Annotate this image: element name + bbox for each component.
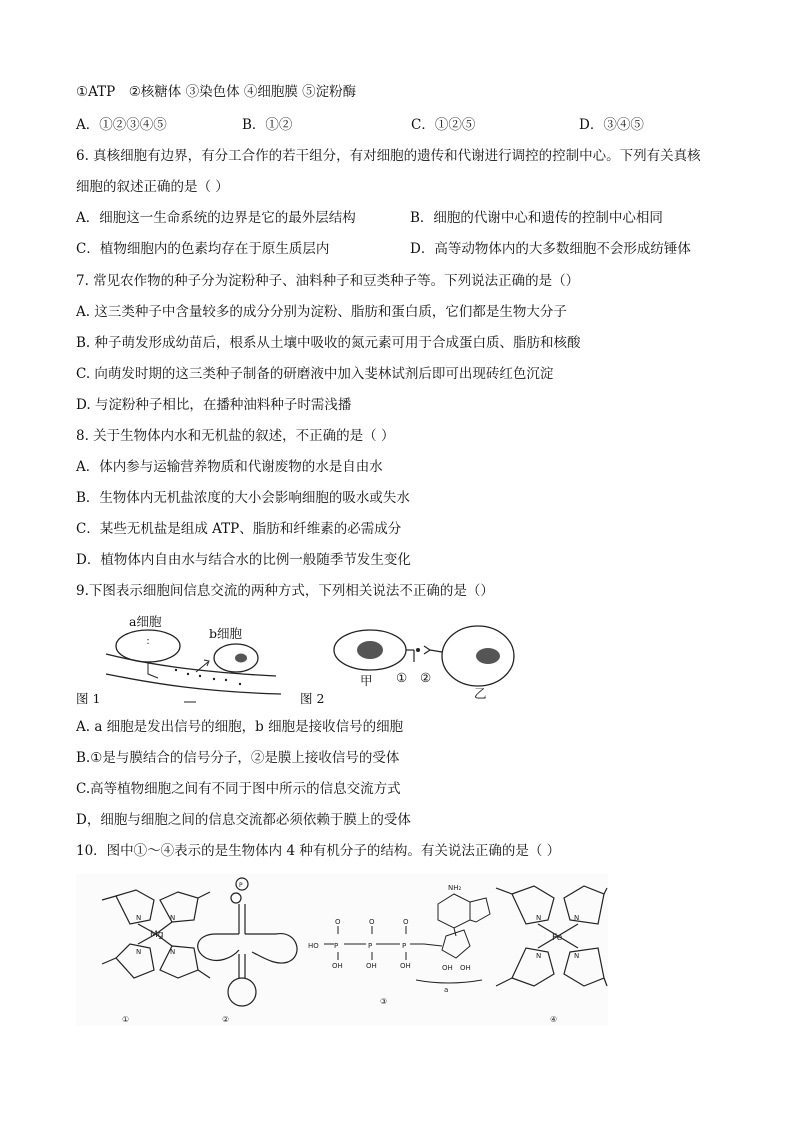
q9-figure-1 <box>76 612 286 704</box>
q10-figure <box>76 874 608 1026</box>
q10-fig3-p1: P <box>334 942 339 950</box>
q10-label-2: ② <box>222 1015 230 1024</box>
q10-label-1: ① <box>122 1015 130 1024</box>
q10-fig1-n1: N <box>136 914 142 922</box>
q7-option-b: B. 种子萌发形成幼苗后，根系从土壤中吸收的氮元素可用于合成蛋白质、脂肪和核酸 <box>76 335 581 351</box>
q10-fig4-n1: N <box>536 914 542 922</box>
q5-items: ①ATP ②核糖体 ③染色体 ④细胞膜 ⑤淀粉酶 <box>76 84 357 100</box>
q10-fig3-o2: O <box>369 918 375 926</box>
q10-fig3-nh2: NH₂ <box>448 884 462 892</box>
fig2-mark-2: ② <box>420 670 432 685</box>
q10-fig2-p: P <box>239 882 243 889</box>
q10-fig3-o1: O <box>335 918 341 926</box>
q8-option-b: B．生物体内无机盐浓度的大小会影响细胞的吸水或失水 <box>76 490 410 506</box>
q10-fig3-oh2: OH <box>366 962 377 970</box>
fig2-cell-jia: 甲 <box>360 673 373 688</box>
q10-fig1-n4: N <box>170 948 176 956</box>
q10-label-4: ④ <box>550 1015 558 1024</box>
q9-option-b: B.①是与膜结合的信号分子，②是膜上接收信号的受体 <box>76 750 400 766</box>
q10-fig1-mg: Mg <box>150 930 164 940</box>
fig1-cell-b-label: b细胞 <box>209 626 243 641</box>
q10-stem: 10．图中①～④表示的是生物体内 4 种有机分子的结构。有关说法正确的是（ ） <box>76 843 561 859</box>
q7-option-c: C. 向萌发时期的这三类种子制备的研磨液中加入斐林试剂后即可出现砖红色沉淀 <box>76 366 554 382</box>
q6-option-d: D．高等动物体内的大多数细胞不会形成纺锤体 <box>410 241 691 257</box>
svg-text::: : <box>146 636 150 647</box>
q10-fig3-ho: HO <box>308 942 319 950</box>
q10-fig4-fe: Fe <box>552 933 563 943</box>
q5-option-b: B．①② <box>242 117 293 133</box>
q7-stem: 7. 常见农作物的种子分为淀粉种子、油料种子和豆类种子等。下列说法正确的是（） <box>76 273 580 289</box>
q9-stem: 9.下图表示细胞间信息交流的两种方式，下列相关说法不正确的是（） <box>76 583 494 599</box>
q10-fig4-n2: N <box>574 914 580 922</box>
q10-fig3-oh1: OH <box>332 962 343 970</box>
q10-fig3-oh4: OH <box>442 964 453 972</box>
q9-option-d: D，细胞与细胞之间的信息交流都必须依赖于膜上的受体 <box>76 812 411 828</box>
q5-option-a: A．①②③④⑤ <box>76 117 167 133</box>
q10-fig3-oh5: OH <box>460 964 471 972</box>
q6-option-a: A．细胞这一生命系统的边界是它的最外层结构 <box>76 210 356 226</box>
q10-fig3-p2: P <box>368 942 373 950</box>
q6-stem-line1: 6. 真核细胞有边界，有分工合作的若干组分，有对细胞的遗传和代谢进行调控的控制中心。下列有关真核 <box>76 148 701 164</box>
q8-stem: 8. 关于生物体内水和无机盐的叙述，不正确的是（ ） <box>76 428 395 444</box>
q10-fig3-o3: O <box>403 918 409 926</box>
fig1-caption: 图 1 <box>76 691 101 706</box>
q10-fig3-a: a <box>444 986 449 994</box>
q9-option-a: A. a 细胞是发出信号的细胞，b 细胞是接收信号的细胞 <box>76 719 404 735</box>
q6-stem-line2: 细胞的叙述正确的是（ ） <box>76 179 229 195</box>
fig1-cell-a-label: a细胞 <box>129 614 162 629</box>
q10-label-3: ③ <box>380 997 388 1006</box>
q5-option-d: D．③④⑤ <box>579 117 644 133</box>
q6-option-c: C．植物细胞内的色素均存在于原生质层内 <box>76 241 330 257</box>
q10-fig1-n2: N <box>170 914 176 922</box>
fig2-caption: 图 2 <box>300 691 325 706</box>
q8-option-a: A．体内参与运输营养物质和代谢废物的水是自由水 <box>76 459 383 475</box>
q6-option-b: B．细胞的代谢中心和遗传的控制中心相同 <box>410 210 663 226</box>
q10-fig3-p3: P <box>402 942 407 950</box>
q10-fig3-oh3: OH <box>400 962 411 970</box>
q5-option-c: C．①②⑤ <box>411 117 476 133</box>
q10-fig4-n3: N <box>536 952 542 960</box>
fig2-cell-yi: 乙 <box>474 686 487 701</box>
q10-fig1-n3: N <box>136 948 142 956</box>
fig2-mark-1: ① <box>396 670 408 685</box>
q7-option-d: D. 与淀粉种子相比，在播种油料种子时需浅播 <box>76 397 352 413</box>
q7-option-a: A. 这三类种子中含量较多的成分分别为淀粉、脂肪和蛋白质，它们都是生物大分子 <box>76 304 567 320</box>
q9-option-c: C.高等植物细胞之间有不同于图中所示的信息交流方式 <box>76 781 401 797</box>
q8-option-c: C．某些无机盐是组成 ATP、脂肪和纤维素的必需成分 <box>76 521 402 537</box>
q10-fig4-n4: N <box>574 952 580 960</box>
q8-option-d: D．植物体内自由水与结合水的比例一般随季节发生变化 <box>76 552 411 568</box>
